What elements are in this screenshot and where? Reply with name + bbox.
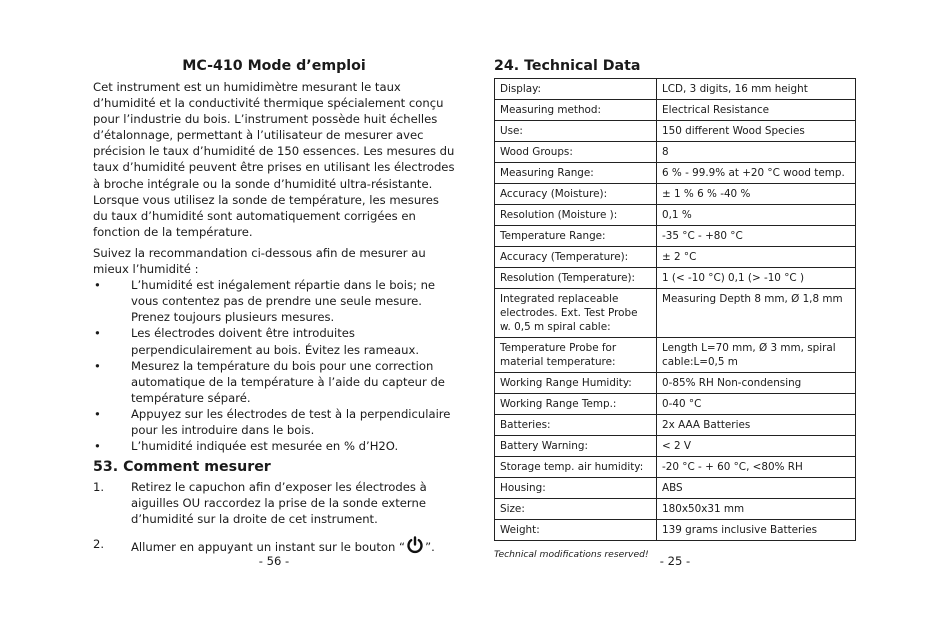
- page-number: - 25 -: [659, 554, 691, 568]
- spec-label: Temperature Probe for material temperature:: [495, 338, 657, 373]
- spec-label: Working Range Temp.:: [495, 394, 657, 415]
- spec-value: ± 2 °C: [657, 247, 856, 268]
- bullet: •: [94, 278, 101, 293]
- table-row: [495, 79, 856, 100]
- spec-label: Use:: [495, 121, 657, 142]
- list-item: [93, 406, 455, 438]
- spec-label: Size:: [495, 499, 657, 520]
- table-row: [495, 520, 856, 541]
- table-row: [495, 338, 856, 373]
- table-row: [495, 268, 856, 289]
- table-row: [495, 226, 856, 247]
- spec-value: < 2 V: [657, 436, 856, 457]
- table-row: [495, 499, 856, 520]
- spec-label: Display:: [495, 79, 657, 100]
- spec-label: Measuring Range:: [495, 163, 657, 184]
- section-heading: 53. Comment mesurer: [93, 459, 271, 476]
- spec-value: 139 grams inclusive Batteries: [657, 520, 856, 541]
- spec-value: 180x50x31 mm: [657, 499, 856, 520]
- spec-value: 6 % - 99.9% at +20 °C wood temp.: [657, 163, 856, 184]
- bullet: •: [94, 326, 101, 341]
- spec-label: Storage temp. air humidity:: [495, 457, 657, 478]
- spec-value: 0-85% RH Non-condensing: [657, 373, 856, 394]
- list-item-text: L’humidité indiquée est mesurée en % d’H2O.: [131, 439, 399, 454]
- technical-data-table: [494, 78, 856, 541]
- step-text-before: Allumer en appuyant un instant sur le bouton “: [131, 540, 406, 555]
- spec-label: Resolution (Temperature):: [495, 268, 657, 289]
- spec-label: Battery Warning:: [495, 436, 657, 457]
- list-item-text: L’humidité est inégalement répartie dans le bois; ne vous contentez pas de prendre une seule mesure. Prenez toujours plusieurs mesures.: [131, 278, 436, 325]
- spec-value: 0,1 %: [657, 205, 856, 226]
- left-page: [93, 58, 455, 559]
- spec-value: LCD, 3 digits, 16 mm height: [657, 79, 856, 100]
- spec-label: Resolution (Moisture ):: [495, 205, 657, 226]
- spec-value: -20 °C - + 60 °C, <80% RH: [657, 457, 856, 478]
- spec-value: 0-40 °C: [657, 394, 856, 415]
- list-item: [93, 358, 455, 406]
- spec-value: ABS: [657, 478, 856, 499]
- page-title: MC-410 Mode d’emploi: [182, 58, 366, 74]
- page-number: - 56 -: [258, 554, 290, 568]
- table-row: [495, 415, 856, 436]
- bullet: •: [94, 439, 101, 454]
- table-row: [495, 163, 856, 184]
- table-row: [495, 394, 856, 415]
- spec-label: Accuracy (Moisture):: [495, 184, 657, 205]
- spec-value: ± 1 % 6 % -40 %: [657, 184, 856, 205]
- list-item-text: Appuyez sur les électrodes de test à la perpendiculaire pour les introduire dans le bois.: [131, 406, 451, 437]
- table-row: [495, 478, 856, 499]
- list-item-text: Les électrodes doivent être introduites perpendiculairement au bois. Évitez les rameaux.: [131, 326, 420, 357]
- footnote: Technical modifications reserved!: [494, 549, 649, 560]
- table-row: [495, 436, 856, 457]
- list-item: [93, 325, 455, 357]
- spec-value: Measuring Depth 8 mm, Ø 1,8 mm: [657, 289, 856, 338]
- step-text-after: ”.: [425, 540, 435, 555]
- table-row: [495, 457, 856, 478]
- list-item-text: Mesurez la température du bois pour une correction automatique de la température à l’aide du capteur de température séparé.: [131, 358, 445, 405]
- spec-value: 1 (< -10 °C) 0,1 (> -10 °C ): [657, 268, 856, 289]
- section-heading: 24. Technical Data: [494, 58, 641, 74]
- table-row: [495, 247, 856, 268]
- tips-list: [93, 277, 455, 454]
- bullet: •: [94, 358, 101, 373]
- bullet: •: [94, 406, 101, 421]
- spec-label: Batteries:: [495, 415, 657, 436]
- spec-value: 2x AAA Batteries: [657, 415, 856, 436]
- spec-label: Weight:: [495, 520, 657, 541]
- power-icon: [406, 536, 424, 558]
- table-row: [495, 100, 856, 121]
- spec-label: Working Range Humidity:: [495, 373, 657, 394]
- table-row: [495, 289, 856, 338]
- table-row: [495, 121, 856, 142]
- intro-paragraph: Cet instrument est un humidimètre mesurant le taux d’humidité et la conductivité thermique spécialement conçu pour l’industrie du bois. L’instrument possède huit échelles d’étalonnage, permettant à l’utilisateur de mesurer avec précision le taux d’humidité de 150 essences. Les mesures du taux d’humidité peuvent être prises en utilisant les électrodes à broche intégrale ou la sonde d’humidité ultra-résistante. Lorsque vous utilisez la sonde de température, les mesures du taux d’humidité sont automatiquement corrigées en fonction de la température.: [93, 80, 455, 239]
- spec-label: Measuring method:: [495, 100, 657, 121]
- spec-value: Length L=70 mm, Ø 3 mm, spiral cable:L=0,5 m: [657, 338, 856, 373]
- spec-label: Temperature Range:: [495, 226, 657, 247]
- list-item: [93, 277, 455, 325]
- step-number: 2.: [93, 537, 105, 552]
- list-item: [93, 438, 455, 454]
- table-row: [495, 205, 856, 226]
- step-item: [93, 479, 455, 527]
- spec-value: 150 different Wood Species: [657, 121, 856, 142]
- right-page: [494, 58, 856, 560]
- step-number: 1.: [93, 480, 105, 495]
- recommendation-text: Suivez la recommandation ci-dessous afin de mesurer au mieux l’humidité :: [93, 245, 426, 277]
- spec-value: Electrical Resistance: [657, 100, 856, 121]
- table-row: [495, 184, 856, 205]
- spec-value: -35 °C - +80 °C: [657, 226, 856, 247]
- spec-label: Accuracy (Temperature):: [495, 247, 657, 268]
- spec-label: Integrated replaceable electrodes. Ext. Test Probe w. 0,5 m spiral cable:: [495, 289, 657, 338]
- table-row: [495, 373, 856, 394]
- spec-label: Wood Groups:: [495, 142, 657, 163]
- spec-label: Housing:: [495, 478, 657, 499]
- step-text: Retirez le capuchon afin d’exposer les électrodes à aiguilles OU raccordez la prise de la sonde externe d’humidité sur la droite de cet instrument.: [131, 480, 427, 527]
- steps-list: [93, 479, 455, 558]
- table-row: [495, 142, 856, 163]
- spec-value: 8: [657, 142, 856, 163]
